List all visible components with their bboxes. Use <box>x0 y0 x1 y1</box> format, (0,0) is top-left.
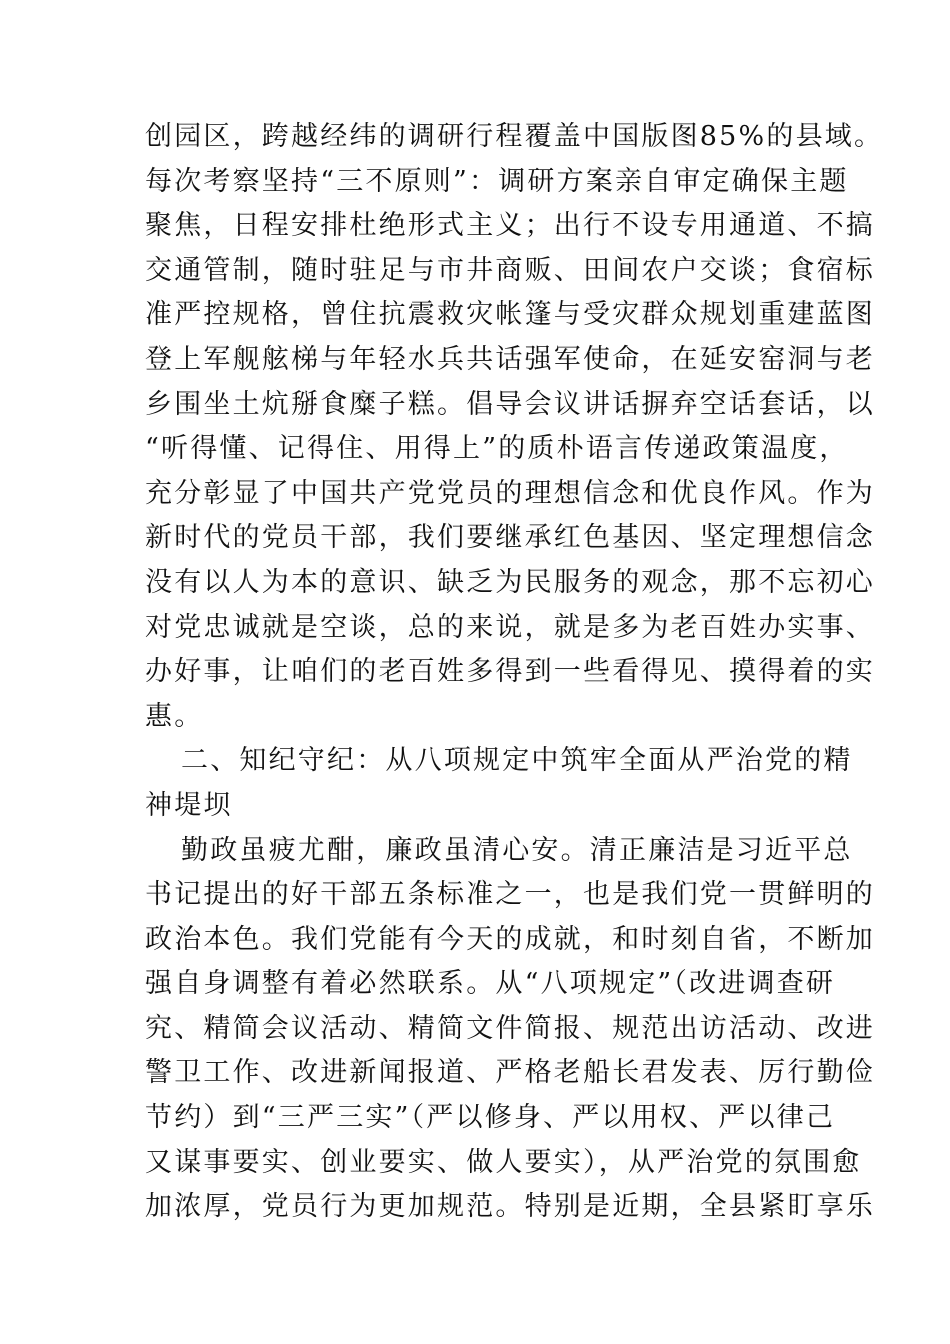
text-line: 加浓厚，党员行为更加规范。特别是近期，全县紧盯享乐 <box>145 1191 875 1223</box>
text-line: 勤政虽疲尤酣，廉政虽清心安。清正廉洁是习近平总 <box>181 834 853 866</box>
document-body <box>145 115 884 1230</box>
section-heading-line: 二、知纪守纪：从八项规定中筑牢全面从严治党的精 <box>181 745 853 777</box>
text-line: 新时代的党员干部，我们要继承红色基因、坚定理想信念 <box>145 522 875 554</box>
text-line: 登上军舰舷梯与年轻水兵共话强军使命，在延安窑洞与老 <box>145 343 875 375</box>
text-line: 强自身调整有着必然联系。从“八项规定”（改进调查研 <box>145 968 836 1000</box>
text-line: 聚焦，日程安排杜绝形式主义；出行不设专用通道、不搞 <box>145 210 875 242</box>
text-line: 究、精简会议活动、精简文件简报、规范出访活动、改进 <box>145 1012 875 1044</box>
text-line: 节约）到“三严三实”（严以修身、严以用权、严以律己 <box>145 1102 836 1134</box>
text-line: 又谋事要实、创业要实、做人要实），从严治党的氛围愈 <box>145 1146 862 1178</box>
section-heading-line: 神堤坝 <box>145 789 233 821</box>
text-line: “听得懂、记得住、用得上”的质朴语言传递政策温度， <box>145 433 849 465</box>
text-line: 准严控规格，曾住抗震救灾帐篷与受灾群众规划重建蓝图 <box>145 299 875 331</box>
text-line: 充分彰显了中国共产党党员的理想信念和优良作风。作为 <box>145 477 875 509</box>
text-line: 惠。 <box>145 700 204 732</box>
text-line: 每次考察坚持“三不原则”：调研方案亲自审定确保主题 <box>145 165 849 197</box>
text-line: 对党忠诚就是空谈，总的来说，就是多为老百姓办实事、 <box>145 611 875 643</box>
text-line: 办好事，让咱们的老百姓多得到一些看得见、摸得着的实 <box>145 656 875 688</box>
text-line: 政治本色。我们党能有今天的成就，和时刻自省，不断加 <box>145 923 875 955</box>
text-line: 创园区，跨越经纬的调研行程覆盖中国版图85%的县域。 <box>145 121 884 152</box>
text-line: 交通管制，随时驻足与市井商贩、田间农户交谈；食宿标 <box>145 254 875 286</box>
text-line: 书记提出的好干部五条标准之一，也是我们党一贯鲜明的 <box>145 879 875 911</box>
text-line: 乡围坐土炕掰食糜子糕。倡导会议讲话摒弃空话套话，以 <box>145 388 875 420</box>
text-line: 没有以人为本的意识、缺乏为民服务的观念，那不忘初心 <box>145 566 875 598</box>
text-line: 警卫工作、改进新闻报道、严格老船长君发表、厉行勤俭 <box>145 1057 875 1089</box>
